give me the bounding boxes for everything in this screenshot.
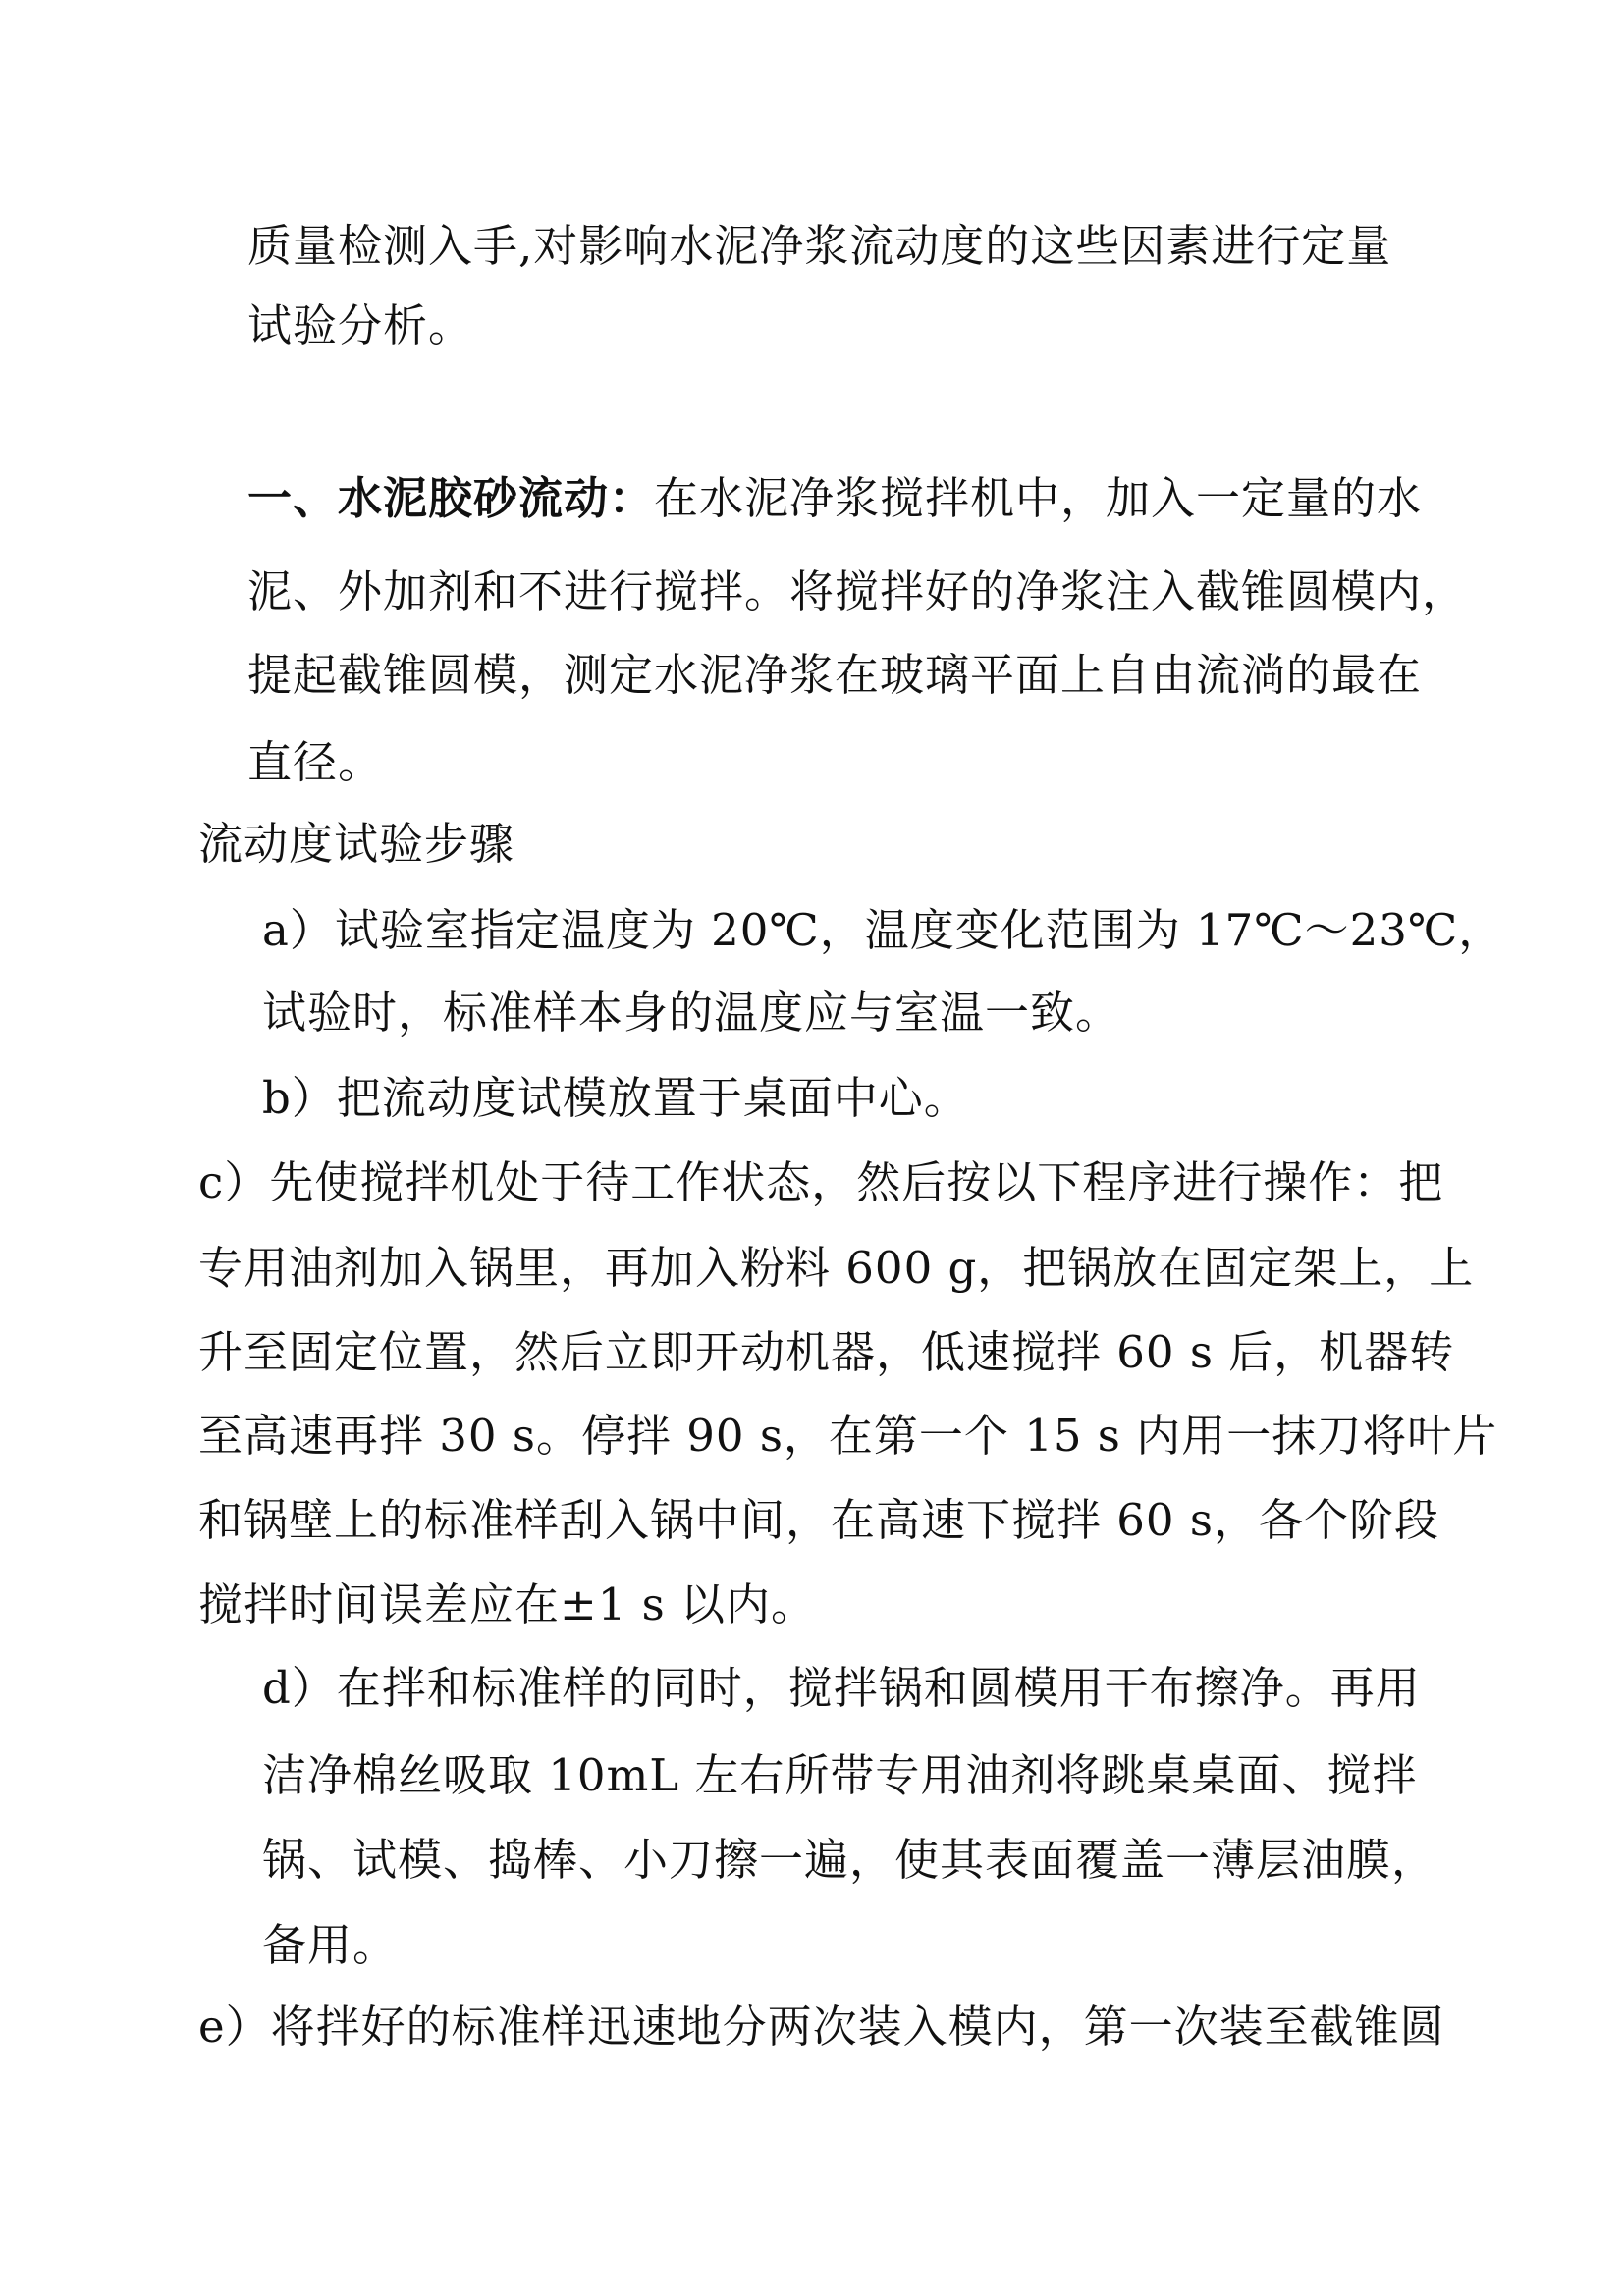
step-c-line-6: 搅拌时间误差应在±1 s 以内。 — [198, 1578, 817, 1630]
step-d-line-1: d）在拌和标准样的同时，搅拌锅和圆模用干布擦净。再用 — [262, 1662, 1421, 1714]
steps-title: 流动度试验步骤 — [198, 818, 515, 870]
step-d-line-3: 锅、试模、捣棒、小刀擦一遍，使其表面覆盖一薄层油膜， — [262, 1834, 1437, 1886]
section1-heading: 一、水泥胶砂流动： — [247, 472, 655, 524]
step-a-line-1: a）试验室指定温度为 20℃，温度变化范围为 17℃～23℃， — [262, 904, 1504, 956]
step-e-line-1: e）将拌好的标准样迅速地分两次装入模内，第一次装至截锥圆 — [198, 2001, 1445, 2053]
step-c-line-4: 至高速再拌 30 s。停拌 90 s，在第一个 15 s 内用一抹刀将叶片 — [198, 1410, 1498, 1462]
step-c-line-2: 专用油剂加入锅里，再加入粉料 600 g，把锅放在固定架上，上 — [198, 1242, 1475, 1294]
section1-line-2: 泥、外加剂和不进行搅拌。将搅拌好的净浆注入截锥圆模内， — [247, 565, 1468, 617]
step-c-line-1: c）先使搅拌机处于待工作状态，然后按以下程序进行操作：把 — [198, 1156, 1444, 1208]
step-b-line-1: b）把流动度试模放置于桌面中心。 — [262, 1072, 969, 1124]
section1-line-1-text: 在水泥净浆搅拌机中，加入一定量的水 — [654, 472, 1423, 524]
intro-line-1: 质量检测入手,对影响水泥净浆流动度的这些因素进行定量 — [247, 220, 1392, 272]
step-d-line-2: 洁净棉丝吸取 10mL 左右所带专用油剂将跳桌桌面、搅拌 — [262, 1749, 1418, 1801]
step-c-line-3: 升至固定位置，然后立即开动机器，低速搅拌 60 s 后，机器转 — [198, 1326, 1455, 1378]
section1-line-4: 直径。 — [247, 736, 384, 788]
step-d-line-4: 备用。 — [262, 1919, 399, 1971]
section1-line-1 — [247, 469, 1422, 528]
section1-line-3: 提起截锥圆模，测定水泥净浆在玻璃平面上自由流淌的最在 — [247, 649, 1423, 701]
step-a-line-2: 试验时，标准样本身的温度应与室温一致。 — [262, 987, 1121, 1039]
step-c-line-5: 和锅壁上的标准样刮入锅中间，在高速下搅拌 60 s，各个阶段 — [198, 1494, 1439, 1546]
intro-line-2: 试验分析。 — [247, 299, 474, 351]
